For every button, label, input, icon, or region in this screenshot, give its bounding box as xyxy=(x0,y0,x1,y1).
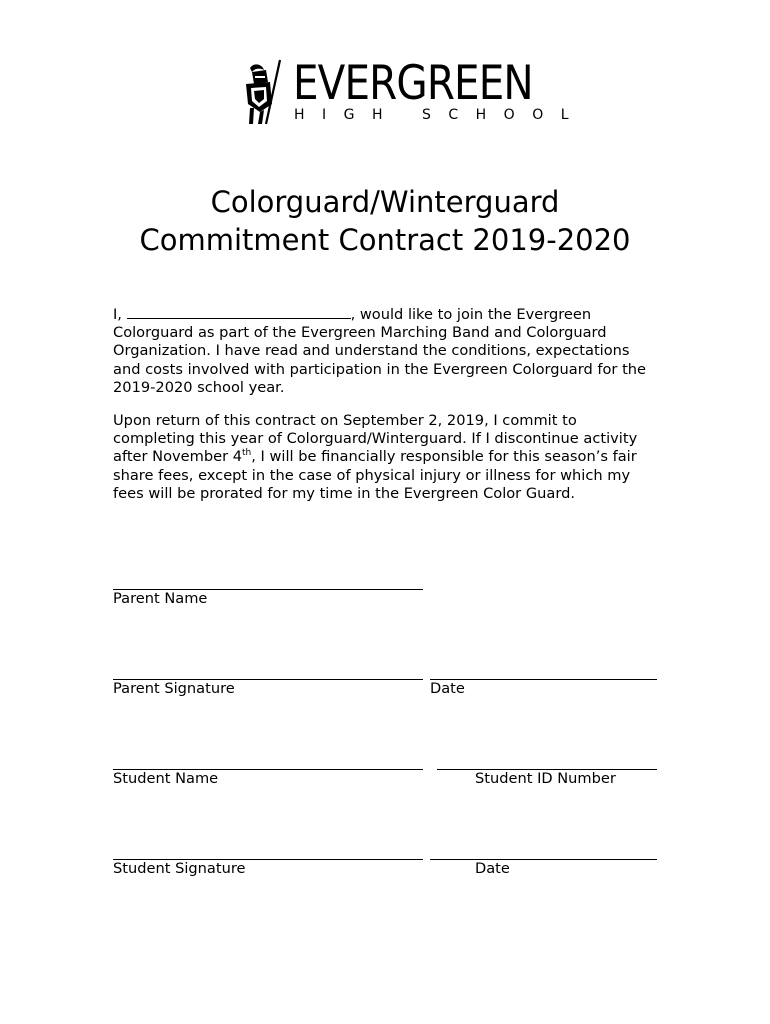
intro-text: , would like to join the Evergreen Colorguard as part of the Evergreen Marching Band and Colorguard Organization. I have read and understand the conditions, expectations and costs involved with participation in the Evergreen Colorguard for the 2019-2020 school year. xyxy=(113,306,647,396)
ordinal-superscript: th xyxy=(242,448,252,459)
intro-paragraph xyxy=(113,306,658,397)
title-line-1: Colorguard/Winterguard xyxy=(210,185,560,219)
commitment-paragraph xyxy=(113,412,658,503)
logo-subtitle: HIGH SCHOOL xyxy=(294,107,587,123)
name-blank-field[interactable] xyxy=(127,306,351,319)
student-name-label: Student Name xyxy=(113,770,219,787)
student-id-label: Student ID Number xyxy=(475,770,616,787)
page-title xyxy=(0,183,770,259)
logo-wordmark: EVERGREEN xyxy=(293,56,533,111)
parent-date-label: Date xyxy=(430,680,465,697)
intro-prefix: I, xyxy=(113,306,127,323)
student-date-line[interactable] xyxy=(430,859,657,860)
knight-mascot-icon xyxy=(240,58,288,126)
parent-name-label: Parent Name xyxy=(113,590,208,607)
commitment-text-a: Upon return of this contract on September 2, 2019, I commit to completing this year of Colorguard/Winterguard. If I discontinue activity after November 4 xyxy=(113,412,638,466)
title-line-2: Commitment Contract 2019-2020 xyxy=(139,223,631,257)
parent-signature-label: Parent Signature xyxy=(113,680,235,697)
student-date-label: Date xyxy=(475,860,510,877)
commitment-text-b: , I will be financially responsible for this season’s fair share fees, except in the case of physical injury or illness for which my fees will be prorated for my time in the Evergreen Color Guard. xyxy=(113,448,637,502)
student-signature-label: Student Signature xyxy=(113,860,246,877)
school-logo xyxy=(240,56,587,128)
